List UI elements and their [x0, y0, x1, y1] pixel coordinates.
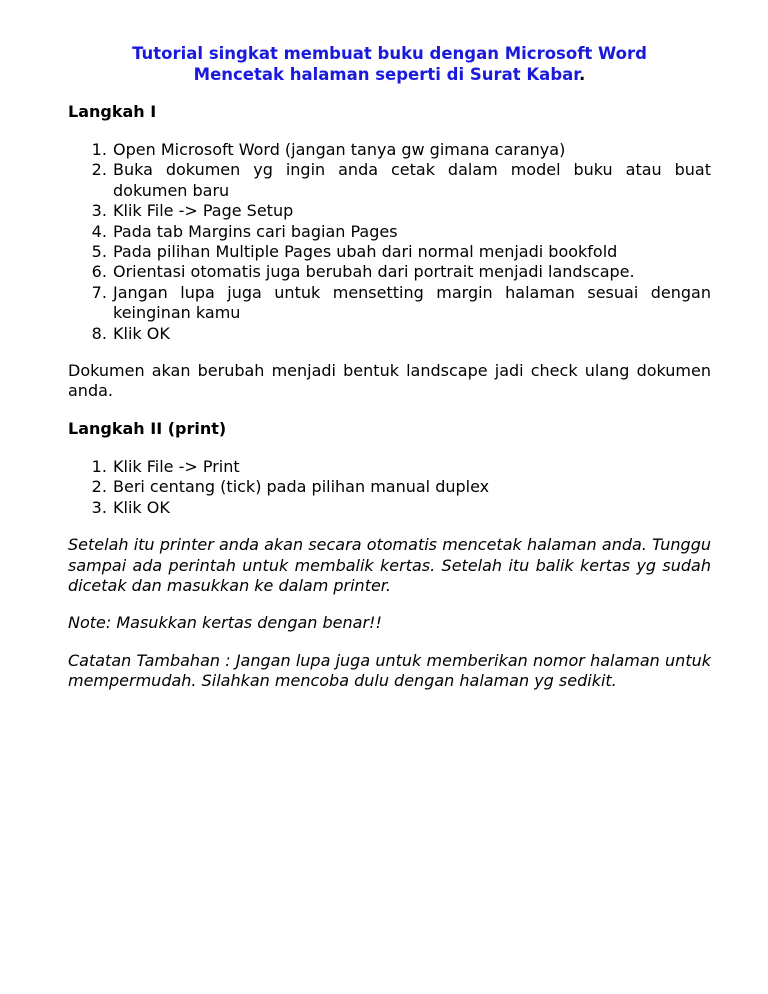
title-line-2-text: Mencetak halaman seperti di Surat Kabar — [193, 65, 580, 84]
list-item: 3. Klik File -> Page Setup — [112, 201, 711, 221]
section-2-steps — [68, 457, 711, 518]
title-line-2 — [68, 64, 711, 85]
title-period: . — [579, 65, 586, 84]
list-item: 5. Pada pilihan Multiple Pages ubah dari normal menjadi bookfold — [112, 242, 711, 262]
list-item: 1. Klik File -> Print — [112, 457, 711, 477]
list-item: 7. Jangan lupa juga untuk mensetting margin halaman sesuai dengan keinginan kamu — [112, 283, 711, 324]
document-title — [68, 43, 711, 85]
printing-instructions: Setelah itu printer anda akan secara otomatis mencetak halaman anda. Tunggu sampai ada perintah untuk membalik kertas. Setelah itu balik kertas yg sudah dicetak dan masukkan ke dalam printer. — [68, 535, 711, 595]
section-1-note: Dokumen akan berubah menjadi bentuk landscape jadi check ulang dokumen anda. — [68, 361, 711, 401]
list-item: 2. Buka dokumen yg ingin anda cetak dalam model buku atau buat dokumen baru — [112, 160, 711, 201]
paper-note: Note: Masukkan kertas dengan benar!! — [68, 613, 382, 633]
list-item: 8. Klik OK — [112, 324, 711, 344]
list-item: 3. Klik OK — [112, 498, 711, 518]
section-1-steps — [68, 140, 711, 344]
list-item: 2. Beri centang (tick) pada pilihan manual duplex — [112, 477, 711, 497]
section-2-heading: Langkah II (print) — [68, 418, 227, 438]
title-line-1: Tutorial singkat membuat buku dengan Microsoft Word — [132, 44, 647, 63]
list-item: 6. Orientasi otomatis juga berubah dari portrait menjadi landscape. — [112, 262, 711, 282]
section-1-heading: Langkah I — [68, 102, 157, 121]
list-item: 1. Open Microsoft Word (jangan tanya gw gimana caranya) — [112, 140, 711, 160]
list-item: 4. Pada tab Margins cari bagian Pages — [112, 222, 711, 242]
additional-note: Catatan Tambahan : Jangan lupa juga untuk memberikan nomor halaman untuk mempermudah. Silahkan mencoba dulu dengan halaman yg sedikit. — [68, 650, 711, 691]
